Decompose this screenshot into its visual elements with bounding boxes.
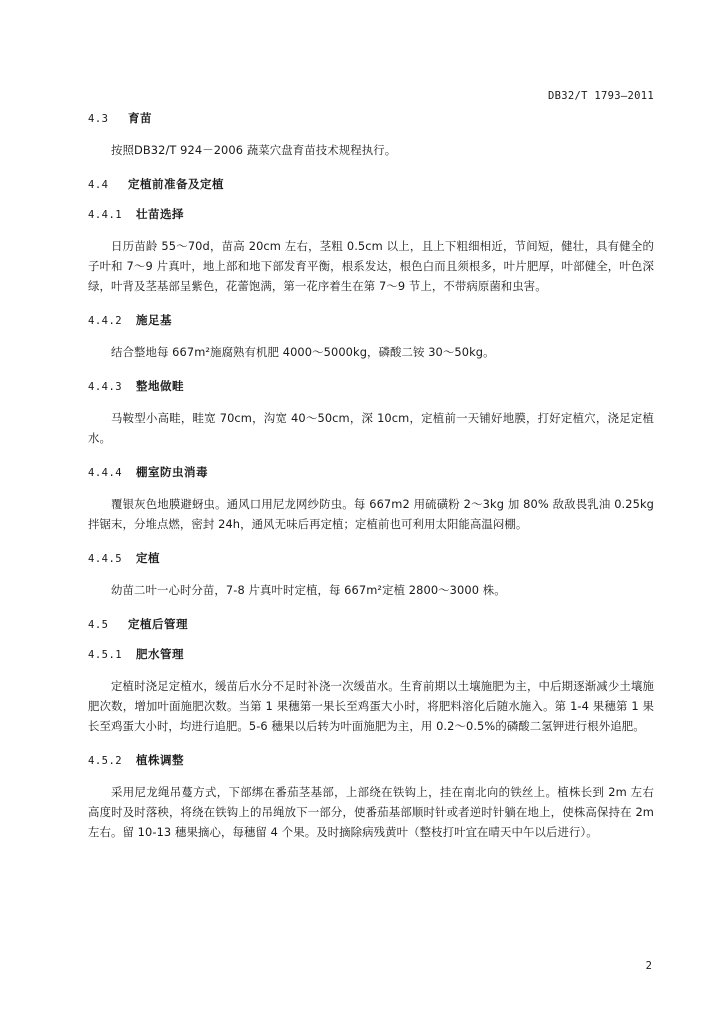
document-body (88, 110, 654, 842)
document-code: DB32/T 1793—2011 (548, 90, 654, 102)
paragraph-4-4-2: 结合整地每 667m²施腐熟有机肥 4000～5000kg，磷酸二铵 30～50kg。 (111, 345, 495, 359)
paragraph-4-4-4: 覆银灰色地膜避蚜虫。通风口用尼龙网纱防虫。每 667m2 用硫磺粉 2～3kg 加 80% 敌敌畏乳油 0.25kg 拌锯末，分堆点燃，密封 24h，通风无味后再定植；定植前也可利用太阳能高温闷棚。 (88, 497, 654, 531)
paragraph-4-3: 按照DB32/T 924－2006 蔬菜穴盘育苗技术规程执行。 (111, 143, 397, 157)
section-title: 定植后管理 (128, 617, 188, 631)
section-title: 植株调整 (136, 753, 184, 767)
section-number: 4.4.2 (88, 315, 123, 327)
section-number: 4.3 (88, 113, 109, 125)
section-heading-4-5 (88, 616, 654, 632)
paragraph-4-5-2: 采用尼龙绳吊蔓方式，下部绑在番茄茎基部，上部绕在铁钩上，挂在南北向的铁丝上。植株长到 2m 左右高度时及时落秧，将绕在铁钩上的吊绳放下一部分，使番茄基部顺时针或者逆时针躺在地上，使株高保持在 2m 左右。留 10-13 穗果摘心，每穗留 4 个果。及时摘除病残黄叶（整枝打叶宜在晴天中午以后进行）。 (88, 785, 654, 839)
paragraph-4-4-1: 日历苗龄 55～70d，苗高 20cm 左右，茎粗 0.5cm 以上，且上下粗细相近，节间短，健壮，具有健全的子叶和 7～9 片真叶，地上部和地下部发育平衡，根系发达，根色白而且须根多，叶片肥厚，叶部健全，叶色深绿，叶背及茎基部呈紫色，花蕾饱满，第一花序着生在第 7～9 节上，不带病原菌和虫害。 (88, 239, 654, 293)
section-heading-4-4-5 (88, 550, 654, 566)
section-title: 肥水管理 (136, 647, 184, 661)
section-heading-4-5-1 (88, 646, 654, 662)
section-number: 4.5 (88, 619, 109, 631)
section-number: 4.5.2 (88, 755, 123, 767)
paragraph-4-5-1: 定植时浇足定植水，缓苗后水分不足时补浇一次缓苗水。生育前期以土壤施肥为主，中后期逐渐减少土壤施肥次数，增加叶面施肥次数。当第 1 果穗第一果长至鸡蛋大小时，将肥料溶化后随水施入。第 1-4 果穗第 1 果长至鸡蛋大小时，均进行追肥。5-6 穗果以后转为叶面施肥为主，用 0.2～0.5%的磷酸二氢钾进行根外追肥。 (88, 679, 654, 733)
section-title: 棚室防虫消毒 (136, 465, 208, 479)
page-number: 2 (645, 960, 652, 972)
section-title: 壮苗选择 (136, 207, 184, 221)
section-heading-4-4-4 (88, 464, 654, 480)
section-heading-4-4-1 (88, 206, 654, 222)
section-heading-4-4-2 (88, 312, 654, 328)
section-heading-4-3 (88, 110, 654, 126)
section-number: 4.4.1 (88, 209, 123, 221)
section-heading-4-4 (88, 176, 654, 192)
section-title: 定植前准备及定植 (128, 177, 224, 191)
section-title: 定植 (136, 551, 160, 565)
paragraph-4-4-3: 马鞍型小高畦，畦宽 70cm，沟宽 40～50cm，深 10cm，定植前一天铺好地膜，打好定植穴，浇足定植水。 (88, 411, 654, 445)
section-number: 4.4.5 (88, 553, 123, 565)
section-title: 整地做畦 (136, 379, 184, 393)
section-number: 4.4.3 (88, 381, 123, 393)
paragraph-4-4-5: 幼苗二叶一心时分苗，7-8 片真叶时定植，每 667m²定植 2800～3000 株。 (111, 583, 506, 597)
section-title: 施足基 (136, 313, 172, 327)
section-number: 4.5.1 (88, 649, 123, 661)
section-heading-4-5-2 (88, 752, 654, 768)
section-heading-4-4-3 (88, 378, 654, 394)
section-number: 4.4.4 (88, 467, 123, 479)
section-title: 育苗 (128, 111, 152, 125)
section-number: 4.4 (88, 179, 109, 191)
